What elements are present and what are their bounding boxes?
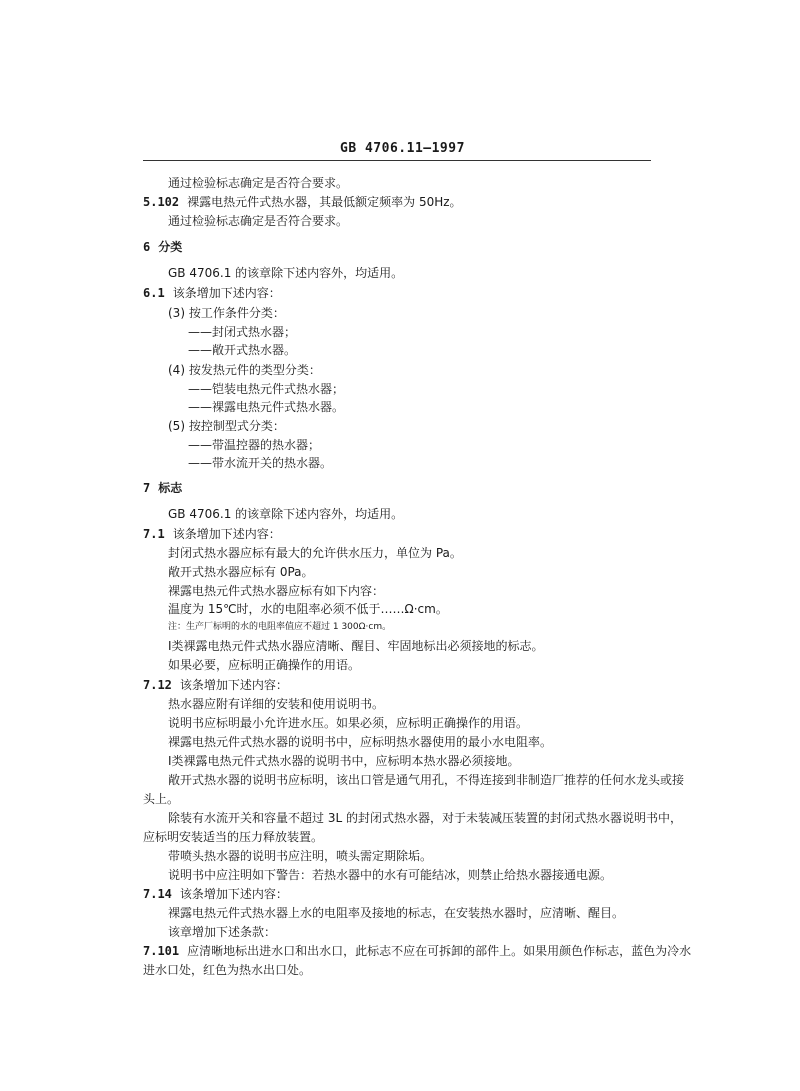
- text-line: [188, 438, 320, 452]
- line-text: 该条增加下述内容：: [172, 527, 281, 541]
- clause-number: 7.1: [143, 527, 165, 541]
- text-line: [188, 325, 296, 339]
- line-text: 热水器应附有详细的安装和使用说明书。: [168, 697, 385, 711]
- clause-number: 5.102: [143, 195, 180, 209]
- line-text: (4) 按发热元件的类型分类：: [168, 363, 321, 377]
- text-line: [143, 830, 323, 844]
- line-text: 应清晰地标出进水口和出水口，此标志不应在可拆卸的部件上。如果用颜色作标志，蓝色为冷水: [187, 944, 692, 958]
- text-line: [168, 363, 321, 377]
- line-text: ——裸露电热元件式热水器。: [188, 400, 345, 414]
- line-text: 应标明安装适当的压力释放装置。: [143, 830, 324, 844]
- text-line: [188, 456, 332, 470]
- line-text: 标志: [158, 481, 183, 495]
- line-text: 敞开式热水器应标有 0Pa。: [168, 565, 314, 579]
- text-line: [168, 716, 528, 730]
- text-line: [168, 419, 285, 433]
- clause-line: [143, 678, 288, 692]
- clause-line: [143, 527, 281, 541]
- line-text: 头上。: [143, 792, 180, 806]
- line-text: (3) 按工作条件分类：: [168, 306, 285, 320]
- line-text: 通过检验标志确定是否符合要求。: [168, 214, 349, 228]
- line-text: 说明书中应注明如下警告：若热水器中的水有可能结冰，则禁止给热水器接通电源。: [168, 868, 613, 882]
- line-text: 该章增加下述条款：: [168, 925, 277, 939]
- text-line: [168, 306, 285, 320]
- line-text: 注：生产厂标明的水的电阻率值应不超过 1 300Ω·cm。: [168, 622, 392, 632]
- text-line: [168, 622, 391, 633]
- text-line: [168, 906, 624, 920]
- page-header: GB 4706.11—1997: [340, 141, 465, 156]
- line-text: ——带温控器的热水器；: [188, 438, 321, 452]
- text-line: [188, 400, 344, 414]
- line-text: 该条增加下述内容：: [179, 887, 288, 901]
- line-text: 该条增加下述内容：: [172, 286, 281, 300]
- line-text: 裸露电热元件式热水器的说明书中，应标明热水器使用的最小水电阻率。: [168, 735, 553, 749]
- text-line: [188, 382, 344, 396]
- line-text: (5) 按控制型式分类：: [168, 419, 285, 433]
- clause-line: [143, 481, 182, 495]
- line-text: Ⅰ类裸露电热元件式热水器应清晰、醒目、牢固地标出必须接地的标志。: [168, 639, 544, 653]
- clause-line: [143, 286, 281, 300]
- text-line: [168, 811, 682, 825]
- clause-line: [143, 944, 691, 958]
- text-line: [168, 735, 552, 749]
- line-text: ——铠装电热元件式热水器；: [188, 382, 345, 396]
- clause-line: [143, 240, 182, 254]
- line-text: 进水口处，红色为热水出口处。: [143, 963, 312, 977]
- line-text: 裸露电热元件式热水器，其最低额定频率为 50Hz。: [187, 195, 462, 209]
- clause-number: 7: [143, 481, 151, 495]
- text-line: [143, 963, 311, 977]
- line-text: 分类: [158, 240, 183, 254]
- header-rule: [143, 160, 651, 161]
- line-text: 温度为 15℃时，水的电阻率必须不低于……Ω·cm。: [168, 602, 448, 616]
- line-text: 通过检验标志确定是否符合要求。: [168, 176, 349, 190]
- line-text: 带喷头热水器的说明书应注明，喷头需定期除垢。: [168, 849, 433, 863]
- text-line: [143, 792, 179, 806]
- line-text: GB 4706.1 的该章除下述内容外，均适用。: [168, 507, 404, 521]
- text-line: [168, 584, 384, 598]
- text-line: [168, 868, 612, 882]
- clause-line: [143, 195, 462, 209]
- line-text: 裸露电热元件式热水器应标有如下内容：: [168, 584, 385, 598]
- text-line: [168, 176, 348, 190]
- text-line: [168, 266, 403, 280]
- line-text: Ⅰ类裸露电热元件式热水器的说明书中，应标明本热水器必须接地。: [168, 754, 520, 768]
- text-line: [168, 639, 544, 653]
- line-text: GB 4706.1 的该章除下述内容外，均适用。: [168, 266, 404, 280]
- clause-number: 6.1: [143, 286, 165, 300]
- line-text: 说明书应标明最小允许进水压。如果必须，应标明正确操作的用语。: [168, 716, 529, 730]
- text-line: [168, 658, 360, 672]
- line-text: 该条增加下述内容：: [179, 678, 288, 692]
- line-text: 如果必要，应标明正确操作的用语。: [168, 658, 361, 672]
- clause-number: 7.101: [143, 944, 180, 958]
- clause-line: [143, 887, 288, 901]
- text-line: [168, 565, 314, 579]
- clause-number: 7.14: [143, 887, 172, 901]
- text-line: [168, 546, 462, 560]
- text-line: [168, 602, 448, 616]
- line-text: ——带水流开关的热水器。: [188, 456, 333, 470]
- line-text: ——敞开式热水器。: [188, 343, 297, 357]
- line-text: 除装有水流开关和容量不超过 3L 的封闭式热水器，对于未装减压装置的封闭式热水器说明书中，: [168, 811, 682, 825]
- clause-number: 6: [143, 240, 151, 254]
- line-text: 裸露电热元件式热水器上水的电阻率及接地的标志，在安装热水器时，应清晰、醒目。: [168, 906, 625, 920]
- text-line: [168, 849, 432, 863]
- text-line: [168, 754, 520, 768]
- text-line: [168, 214, 348, 228]
- text-line: [168, 925, 276, 939]
- line-text: 敞开式热水器的说明书应标明，该出口管是通气用孔，不得连接到非制造厂推荐的任何水龙头或接: [168, 773, 685, 787]
- line-text: 封闭式热水器应标有最大的允许供水压力，单位为 Pa。: [168, 546, 462, 560]
- line-text: ——封闭式热水器；: [188, 325, 297, 339]
- text-line: [168, 697, 384, 711]
- text-line: [168, 507, 403, 521]
- text-line: [168, 773, 684, 787]
- text-line: [188, 343, 296, 357]
- clause-number: 7.12: [143, 678, 172, 692]
